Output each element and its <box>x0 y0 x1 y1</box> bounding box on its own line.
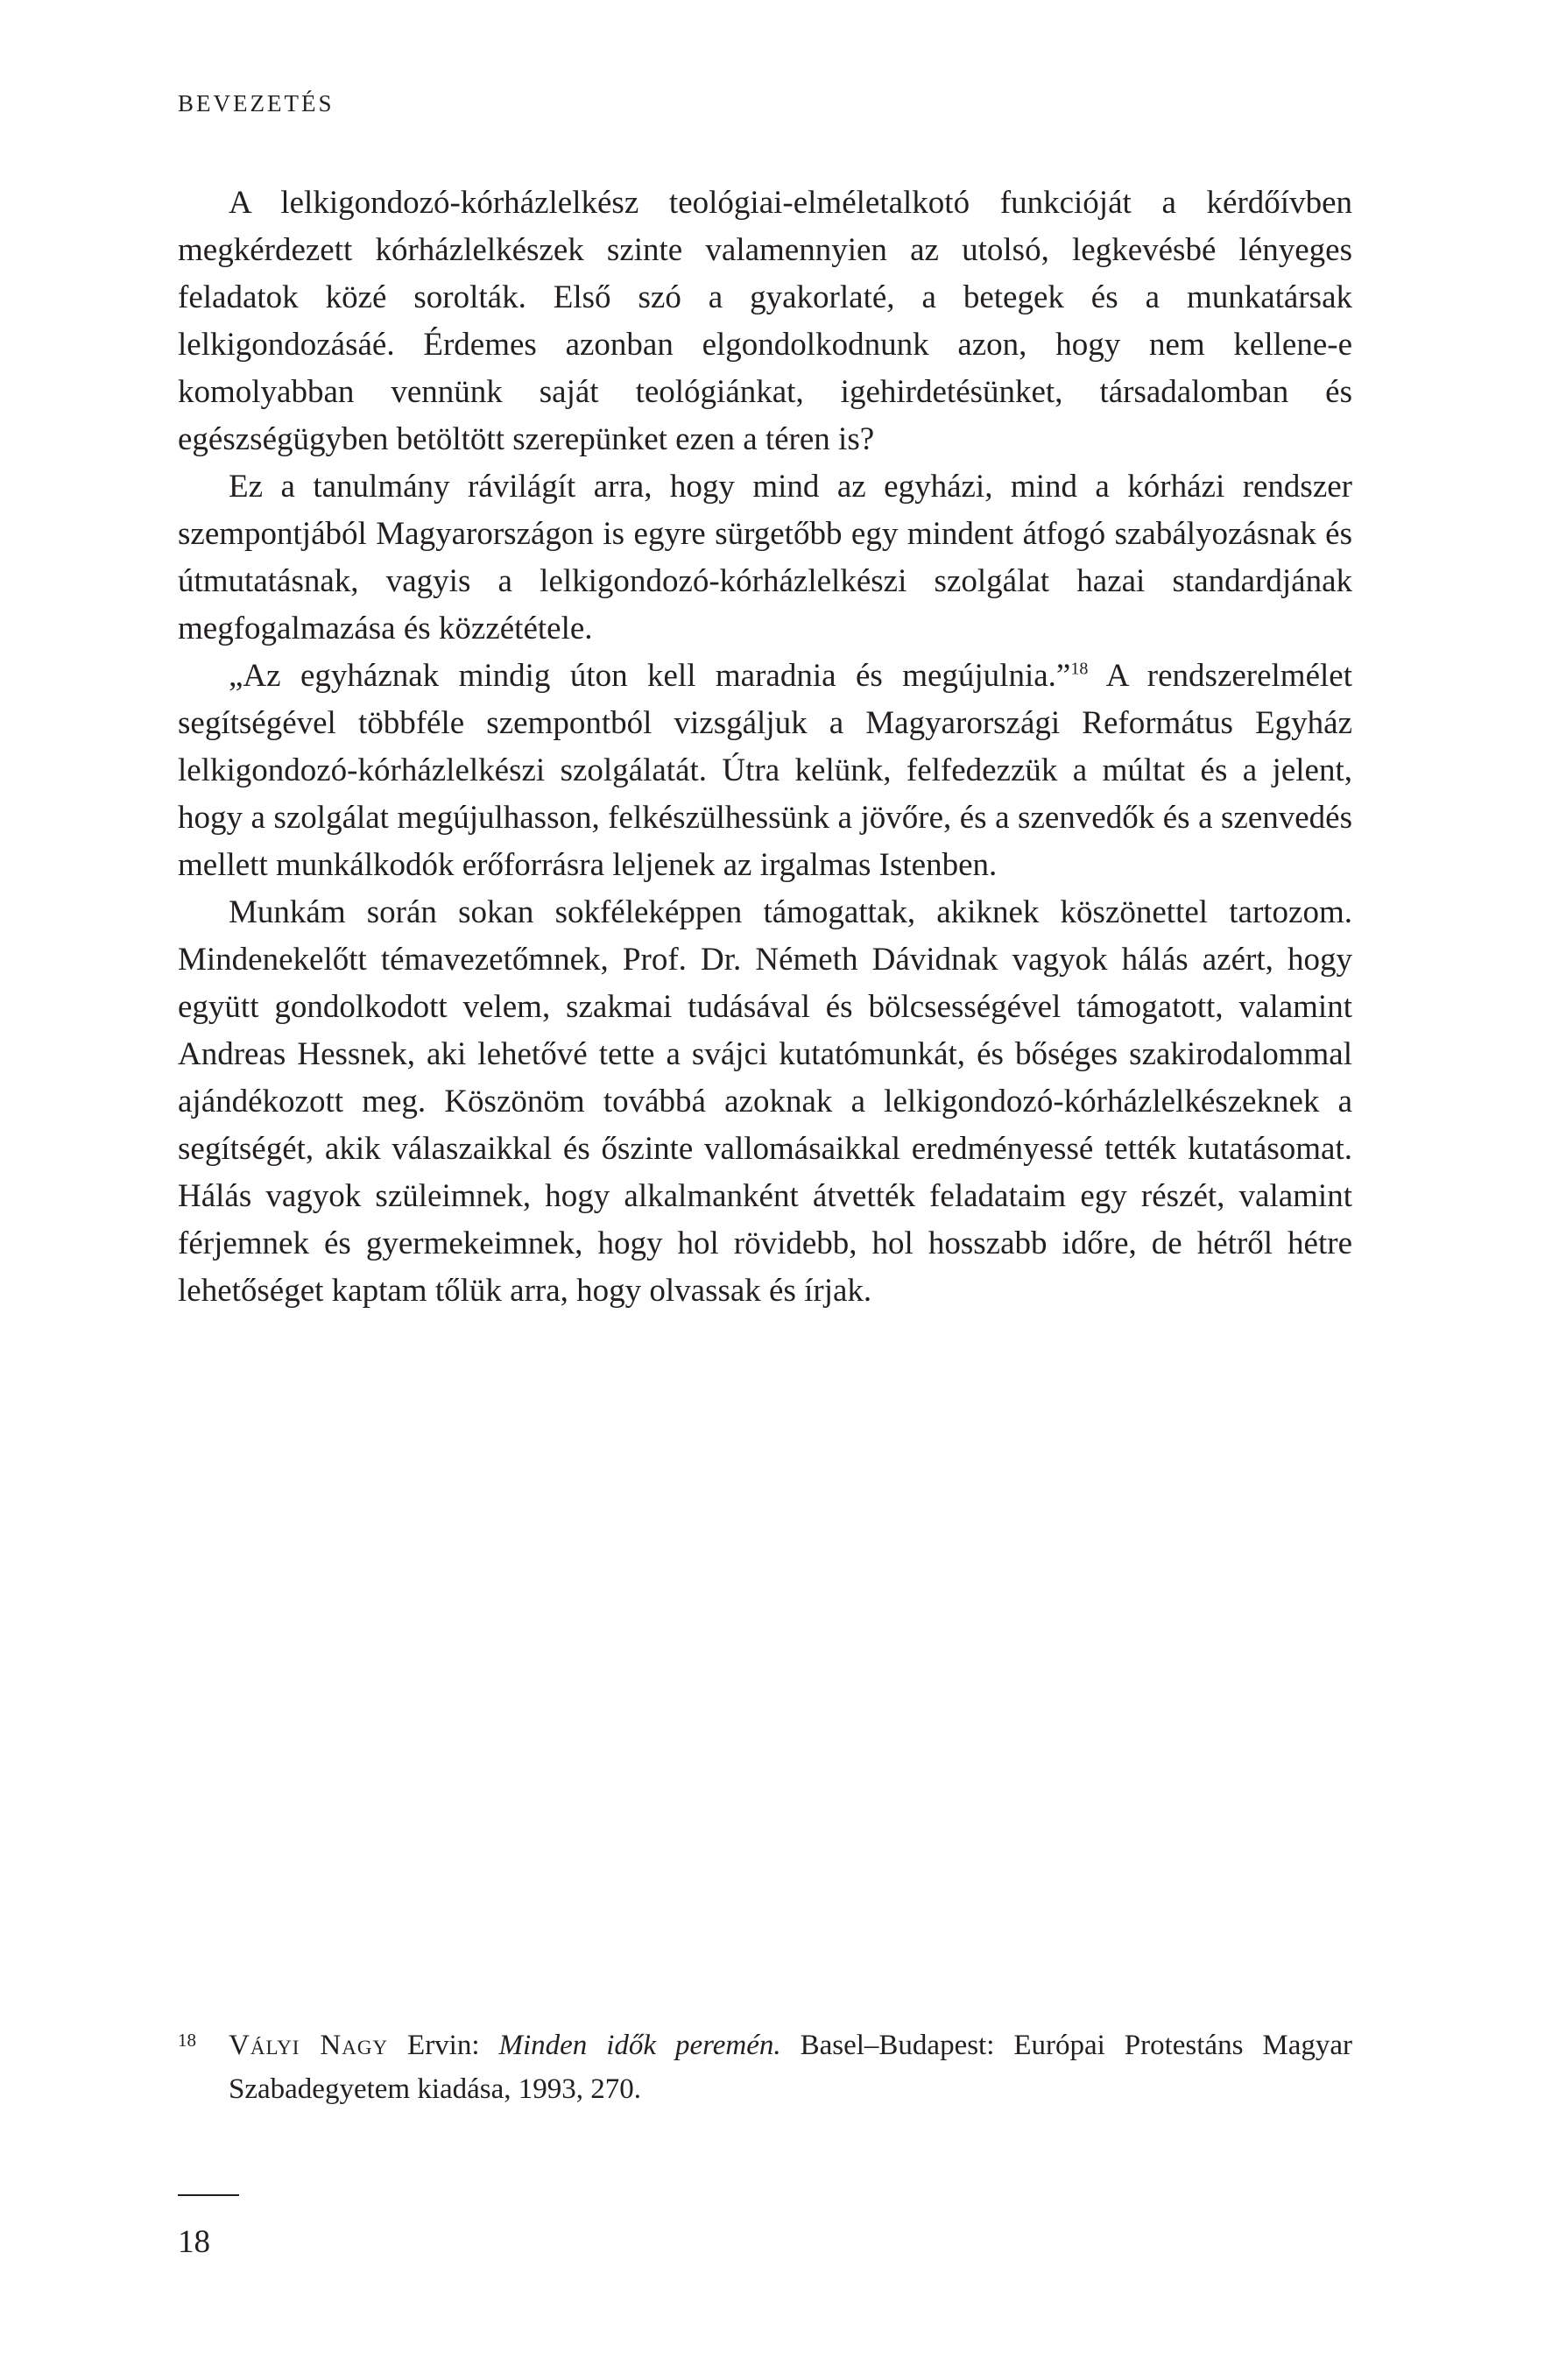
running-head: BEVEZETÉS <box>178 90 335 117</box>
footnote <box>178 2023 1352 2111</box>
footnote-text <box>229 2023 1352 2111</box>
main-body-text <box>178 180 1352 1315</box>
page-number: 18 <box>178 2224 210 2260</box>
paragraph-4: Munkám során sokan sokféleképpen támogattak, akiknek köszönettel tartozom. Mindenekelőtt témavezetőmnek, Prof. Dr. Németh Dávidnak vagyok hálás azért, hogy együtt gondolkodott velem, szakmai tudásával és bölcsességével támogatott, valamint Andreas Hessnek, aki lehetővé tette a svájci kutatómunkát, és bőséges szakirodalommal ajándékozott meg. Köszönöm továbbá azoknak a lelkigondozó-kórházlelkészeknek a segítségét, akik válaszaikkal és őszinte vallomásaikkal eredményessé tették kutatásomat. Hálás vagyok szüleimnek, hogy alkalmanként átvették feladataim egy részét, valamint férjemnek és gyermekeimnek, hogy hol rövidebb, hol hosszabb időre, de hétről hétre lehetőséget kaptam tőlük arra, hogy olvassak és írjak. <box>178 894 1352 1309</box>
footnote-author-surname: Vályi Nagy <box>229 2030 389 2061</box>
footnote-publication-details: Basel–Budapest: Európai Protestáns Magyar Szabadegyetem kiadása, 1993, 270. <box>229 2030 1352 2105</box>
quote-text: „Az egyháznak mindig úton kell maradnia és megújulnia.” <box>229 658 1071 694</box>
paragraph-2: Ez a tanulmány rávilágít arra, hogy mind az egyházi, mind a kórházi rendszer szempontjából Magyarországon is egyre sürgetőbb egy mindent átfogó szabályozásnak és útmutatásnak, vagyis a lelkigondozó-kórházlelkészi szolgálat hazai standardjának megfogalmazása és közzététele. <box>178 469 1352 646</box>
paragraph-3-continuation: A rendszerelmélet segítségével többféle szempontból vizsgáljuk a Magyarországi Református Egyház lelkigondozó-kórházlelkészi szolgálatát. Útra kelünk, felfedezzük a múltat és a jelent, hogy a szolgálat megújulhasson, felkészülhessünk a jövőre, és a szenvedők és a szenvedés mellett munkálkodók erőforrásra leljenek az irgalmas Istenben. <box>178 658 1352 883</box>
footnote-book-title: Minden idők peremén. <box>498 2030 781 2061</box>
page-number-rule <box>178 2194 239 2196</box>
footnote-number: 18 <box>178 2030 196 2051</box>
paragraph-1: A lelkigondozó-kórházlelkész teológiai-elméletalkotó funkcióját a kérdőívben megkérdezett kórházlelkészek szinte valamennyien az utolsó, legkevésbé lényeges feladatok közé sorolták. Első szó a gyakorlaté, a betegek és a munkatársak lelkigondozásáé. Érdemes azonban elgondolkodnunk azon, hogy nem kellene-e komolyabban vennünk saját teológiánkat, igehirdetésünket, társadalomban és egészségügyben betöltött szerepünket ezen a téren is? <box>178 185 1352 457</box>
footnote-reference[interactable]: 18 <box>1070 659 1089 679</box>
paragraph-3 <box>178 653 1352 889</box>
footnote-author-given: Ervin: <box>388 2030 499 2061</box>
